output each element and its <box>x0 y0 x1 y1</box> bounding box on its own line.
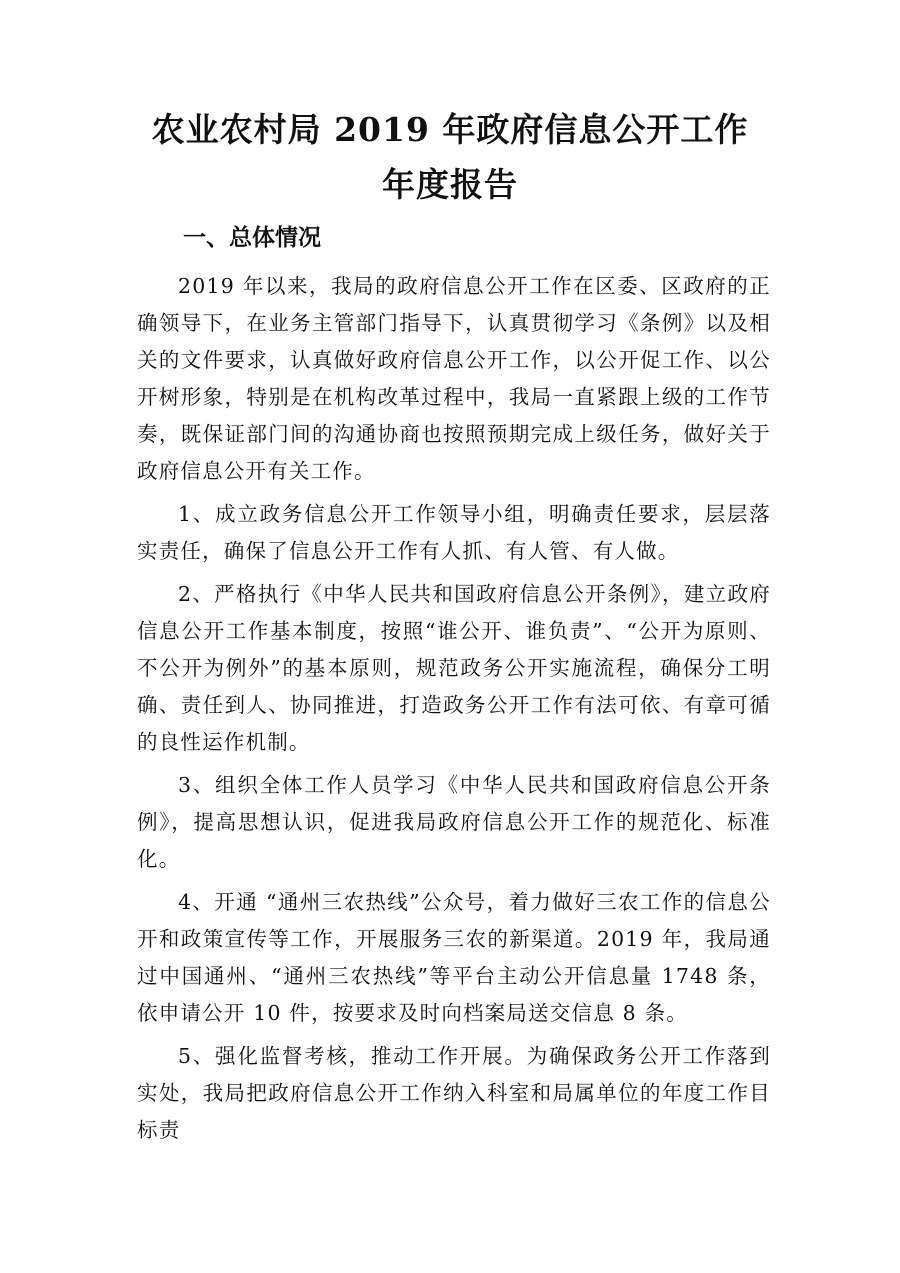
section-heading: 一、总体情况 <box>183 225 321 251</box>
paragraph-intro: 2019 年以来，我局的政府信息公开工作在区委、区政府的正确领导下，在业务主管部门指导下，认真贯彻学习《条例》以及相关的文件要求，认真做好政府信息公开工作，以公开促工作、以公开树形象，特别是在机构改革过程中，我局一直紧跟上级的工作节奏，既保证部门间的沟通协商也按照预期完成上级任务，做好关于政府信息公开有关工作。 <box>137 274 771 483</box>
paragraph-item-3: 3、组织全体工作人员学习《中华人民共和国政府信息公开条例》，提高思想认识，促进我局政府信息公开工作的规范化、标准化。 <box>137 773 771 871</box>
paragraph-item-2: 2、严格执行《中华人民共和国政府信息公开条例》，建立政府信息公开工作基本制度，按照“谁公开、谁负责”、“公开为原则、不公开为例外”的基本原则，规范政务公开实施流程，确保分工明确、责任到人、协同推进，打造政务公开工作有法可依、有章可循的良性运作机制。 <box>137 582 771 754</box>
paragraph-item-4: 4、开通 “通州三农热线”公众号，着力做好三农工作的信息公开和政策宣传等工作，开展服务三农的新渠道。2019 年，我局通过中国通州、“通州三农热线”等平台主动公开信息量 1748 条，依申请公开 10 件，按要求及时向档案局送交信息 8 条。 <box>137 890 771 1025</box>
paragraph-item-5: 5、强化监督考核，推动工作开展。为确保政务公开工作落到实处，我局把政府信息公开工作纳入科室和局属单位的年度工作目标责 <box>137 1044 771 1142</box>
document-body <box>137 268 771 1155</box>
document-title-line-1: 农业农村局 2019 年政府信息公开工作 <box>151 110 749 149</box>
document-title-line-2: 年度报告 <box>382 165 518 204</box>
paragraph-item-1: 1、成立政务信息公开工作领导小组，明确责任要求，层层落实责任，确保了信息公开工作有人抓、有人管、有人做。 <box>137 502 771 563</box>
